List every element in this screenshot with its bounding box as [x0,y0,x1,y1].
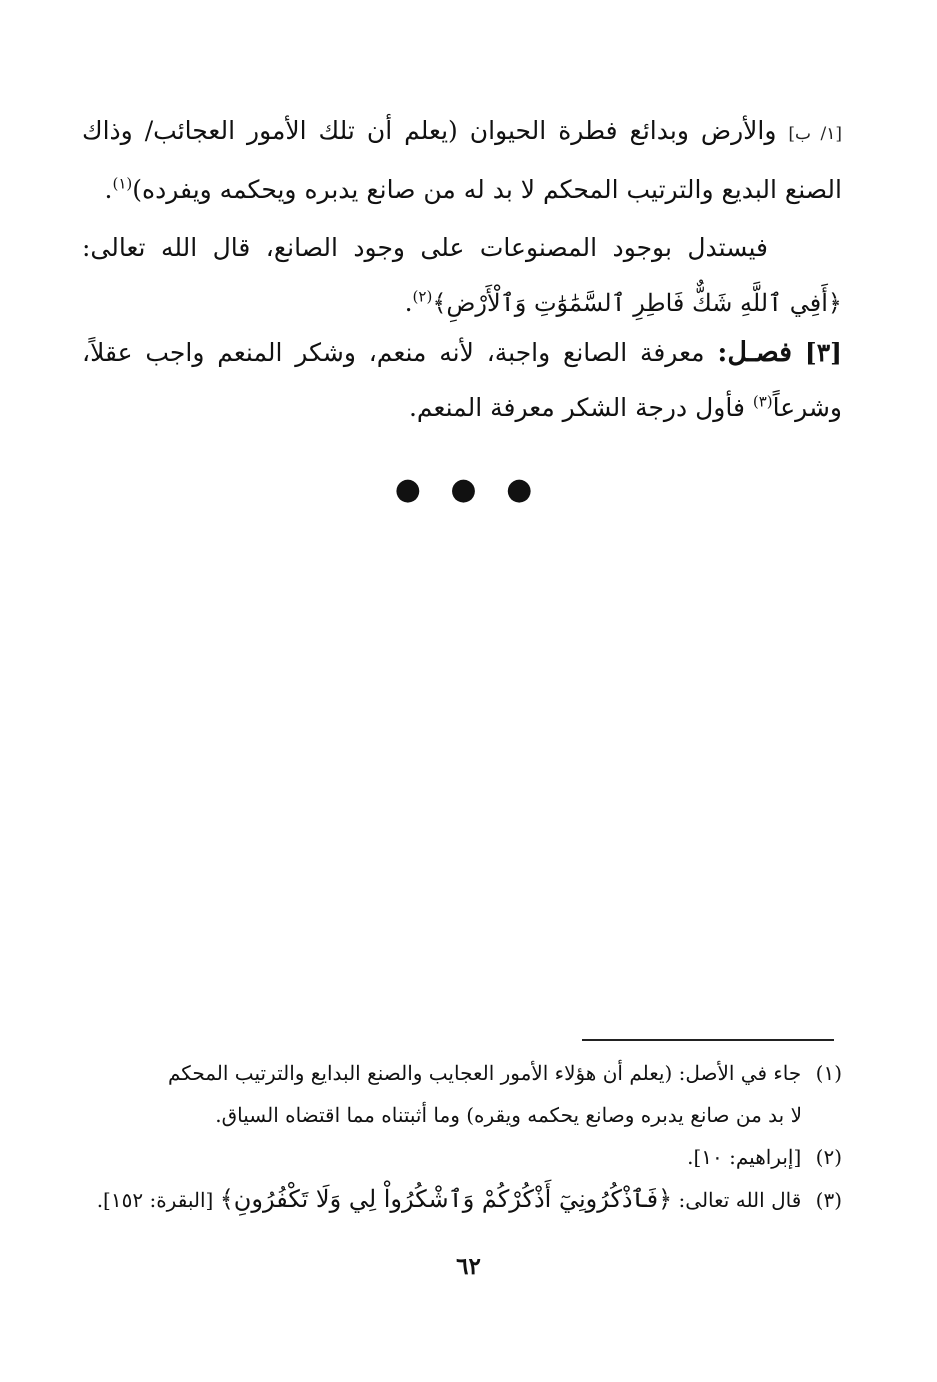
footnote-3-text-post: [البقرة: ١٥٢]. [96,1188,214,1212]
paragraph-3 [82,325,842,435]
paragraph-2-text: فيستدل بوجود المصنوعات على وجود الصانع، قال الله تعالى: [82,233,768,262]
paragraph-2 [82,220,842,331]
footnote-1-continuation [82,1094,842,1136]
section-separator: ● ● ● [394,472,543,507]
footnote-divider [582,1039,834,1041]
section-number: [٣] [804,338,842,367]
footnote-2-number: (٢) [815,1145,842,1169]
paragraph-1-text: والأرض وبدائع فطرة الحيوان (يعلم أن تلك الأمور العجائب/ وذاك الصنع البديع والترتيب المحكم لا بد له من صانع يدبره ويحكمه ويفرده) [82,116,842,204]
paragraph-3-text-1: معرفة الصانع واجبة، لأنه منعم، وشكر المنعم واجب عقلاً، وشرعاً [82,338,842,422]
footnote-1-text: جاء في الأصل: (يعلم أن هؤلاء الأمور العجايب والصنع البدايع والترتيب المحكم [167,1061,802,1085]
quran-verse-1: ﴿أَفِي ٱللَّهِ شَكٌّ فَاطِرِ ٱلسَّمَٰوَٰتِ وَٱلْأَرْضِ﴾ [432,289,842,317]
paragraph-2-end: . [404,288,413,317]
paragraph-1-end: . [104,175,113,204]
footnote-2-text: [إبراهيم: ١٠]. [687,1145,802,1169]
footnote-3-text-pre: قال الله تعالى: [678,1188,802,1212]
footnote-2 [82,1136,842,1178]
paragraph-3-text-2: فأول درجة الشكر معرفة المنعم. [408,393,745,422]
section-title: فصـل: [717,337,793,368]
footnote-ref-2: (٢) [412,287,433,306]
footnote-ref-3: (٣) [752,392,773,411]
footnotes [82,1052,842,1221]
paragraph-1 [82,103,842,217]
footnote-1-number: (١) [815,1061,842,1085]
manuscript-folio-marker: [١/ ب] [788,124,842,144]
page-number: ٦٢ [456,1253,481,1280]
footnote-1-text-cont: لا بد من صانع يدبره وصانع يحكمه ويقره) وما أثبتناه مما اقتضاه السياق. [215,1103,802,1127]
footnote-3-number: (٣) [815,1188,842,1212]
footnote-3 [82,1178,842,1221]
quran-verse-2: ﴿فَٱذْكُرُونِيٓ أَذْكُرْكُمْ وَٱشْكُرُواْ لِي وَلَا تَكْفُرُونِ﴾ [219,1185,673,1213]
footnote-ref-1: (١) [112,174,133,193]
footnote-1 [82,1052,842,1094]
